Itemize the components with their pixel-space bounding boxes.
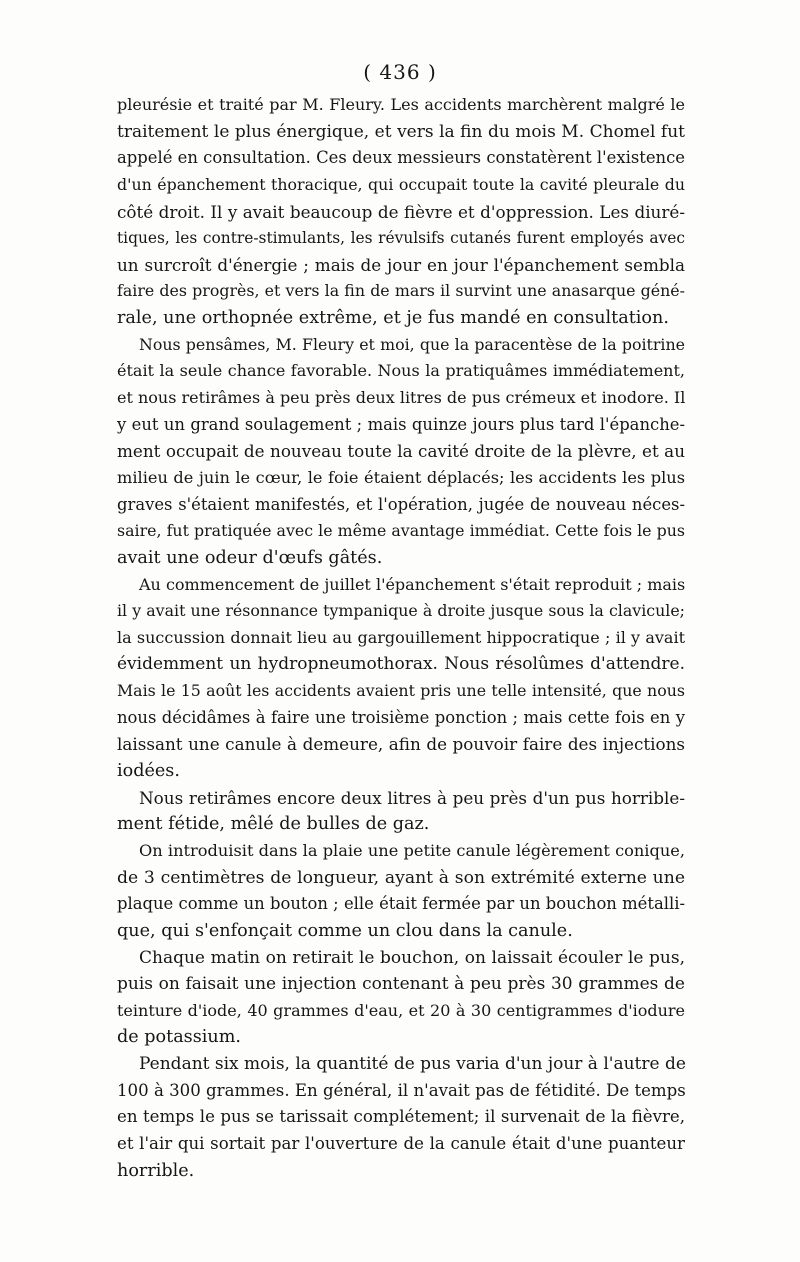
text-line: Nous pensâmes, M. Fleury et moi, que la paracentèse de la poitrine: [139, 334, 685, 354]
text-line: côté droit. Il y avait beaucoup de fièvre et d'oppression. Les diuré-: [117, 201, 685, 222]
text-line: pleurésie et traité par M. Fleury. Les accidents marchèrent malgré le: [117, 95, 685, 114]
text-line: puis on faisait une injection contenant à peu près 30 grammes de: [117, 974, 685, 995]
text-line: On introduisit dans la plaie une petite canule légèrement conique,: [139, 840, 685, 860]
text-line: horrible.: [117, 1160, 195, 1181]
text-line: en temps le pus se tarissait complétement; il survenait de la fièvre,: [117, 1107, 685, 1127]
text-line: avait une odeur d'œufs gâtés.: [117, 547, 383, 568]
text-line: il y avait une résonnance tympanique à droite jusque sous la clavicule;: [117, 601, 685, 621]
text-line: tiques, les contre-stimulants, les révulsifs cutanés furent employés avec: [117, 229, 685, 248]
text-line: et l'air qui sortait par l'ouverture de la canule était d'une puanteur: [117, 1133, 685, 1153]
text-line: faire des progrès, et vers la fin de mars il survint une anasarque géné-: [117, 281, 685, 301]
page-number: ( 436 ): [363, 60, 437, 84]
body-text: [117, 92, 685, 1184]
text-line: Mais le 15 août les accidents avaient pris une telle intensité, que nous: [117, 681, 685, 701]
text-line: de 3 centimètres de longueur, ayant à son extrémité externe une: [117, 867, 685, 888]
text-line: plaque comme un bouton ; elle était fermée par un bouchon métalli-: [117, 894, 685, 914]
text-line: graves s'étaient manifestés, et l'opération, jugée de nouveau néces-: [117, 494, 685, 514]
text-line: rale, une orthopnée extrême, et je fus mandé en consultation.: [117, 308, 669, 329]
text-line: teinture d'iode, 40 grammes d'eau, et 20 à 30 centigrammes d'iodure: [117, 1000, 685, 1020]
text-line: Chaque matin on retirait le bouchon, on laissait écouler le pus,: [139, 947, 685, 968]
text-line: iodées.: [117, 761, 180, 782]
text-line: ment fétide, mêlé de bulles de gaz.: [117, 814, 430, 835]
text-line: Au commencement de juillet l'épanchement s'était reproduit ; mais: [139, 574, 686, 594]
text-line: nous décidâmes à faire une troisième ponction ; mais cette fois en y: [117, 707, 685, 727]
text-line: d'un épanchement thoracique, qui occupait toute la cavité pleurale du: [117, 174, 685, 194]
text-line: milieu de juin le cœur, le foie étaient déplacés; les accidents les plus: [117, 467, 685, 487]
text-line: saire, fut pratiquée avec le même avantage immédiat. Cette fois le pus: [117, 521, 685, 541]
text-line: 100 à 300 grammes. En général, il n'avait pas de fétidité. De temps: [117, 1080, 686, 1100]
text-line: laissant une canule à demeure, afin de pouvoir faire des injections: [117, 734, 685, 755]
text-line: Pendant six mois, la quantité de pus varia d'un jour à l'autre de: [139, 1054, 686, 1075]
text-line: appelé en consultation. Ces deux messieurs constatèrent l'existence: [117, 148, 685, 168]
text-line: évidemment un hydropneumothorax. Nous résolûmes d'attendre.: [117, 654, 685, 675]
text-line: que, qui s'enfonçait comme un clou dans la canule.: [117, 920, 573, 941]
text-line: et nous retirâmes à peu près deux litres de pus crémeux et inodore. Il: [117, 388, 686, 408]
text-line: traitement le plus énergique, et vers la fin du mois M. Chomel fut: [117, 121, 685, 142]
text-line: la succussion donnait lieu au gargouillement hippocratique ; il y avait: [117, 627, 685, 647]
text-line: de potassium.: [117, 1027, 241, 1048]
text-line: y eut un grand soulagement ; mais quinze jours plus tard l'épanche-: [117, 414, 685, 434]
text-line: un surcroît d'énergie ; mais de jour en jour l'épanchement sembla: [117, 254, 685, 275]
text-line: Nous retirâmes encore deux litres à peu près d'un pus horrible-: [139, 787, 685, 808]
text-line: était la seule chance favorable. Nous la pratiquâmes immédiatement,: [117, 361, 685, 381]
text-line: ment occupait de nouveau toute la cavité droite de la plèvre, et au: [117, 441, 685, 462]
